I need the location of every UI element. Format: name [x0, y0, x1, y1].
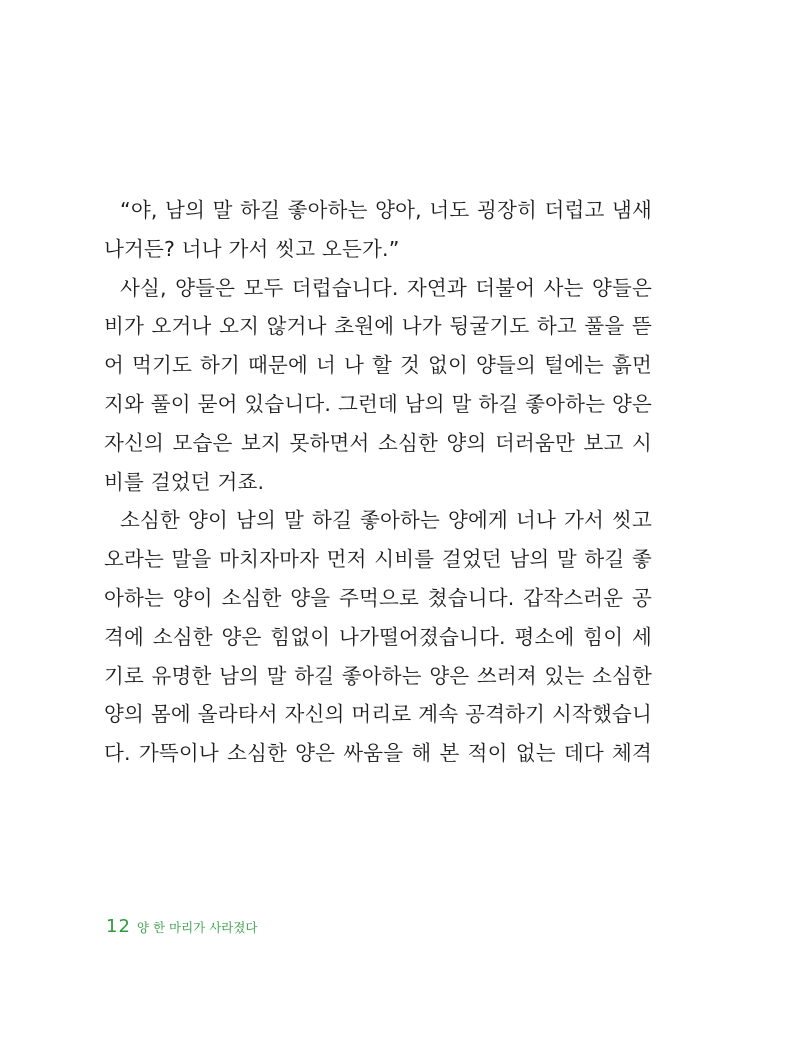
- chapter-title: 양 한 마리가 사라졌다: [136, 920, 258, 935]
- text-line: 비를 걸었던 거죠.: [104, 469, 265, 494]
- text-line: “야, 남의 말 하길 좋아하는 양아, 너도 굉장히 더럽고 냄새: [120, 198, 652, 222]
- text-line: 어 먹기도 하기 때문에 너 나 할 것 없이 양들의 털에는 흙먼: [104, 353, 652, 378]
- text-line: 소심한 양이 남의 말 하길 좋아하는 양에게 너나 가서 씻고: [120, 508, 652, 533]
- text-line: 지와 풀이 묻어 있습니다. 그런데 남의 말 하길 좋아하는 양은: [104, 391, 652, 416]
- text-line: 기로 유명한 남의 말 하길 좋아하는 양은 쓰러져 있는 소심한: [104, 663, 652, 688]
- text-line: 나거든? 너나 가서 씻고 오든가.”: [104, 236, 400, 261]
- page-footer: [106, 916, 258, 937]
- text-line: 양의 몸에 올라타서 자신의 머리로 계속 공격하기 시작했습니: [104, 702, 652, 727]
- text-line: 사실, 양들은 모두 더럽습니다. 자연과 더불어 사는 양들은: [120, 275, 652, 300]
- body-text: [104, 191, 652, 773]
- text-line: 다. 가뜩이나 소심한 양은 싸움을 해 본 적이 없는 데다 체격: [104, 741, 652, 766]
- text-line: 격에 소심한 양은 힘없이 나가떨어졌습니다. 평소에 힘이 세: [104, 624, 652, 649]
- page-number: 12: [106, 916, 131, 937]
- text-line: 아하는 양이 소심한 양을 주먹으로 쳤습니다. 갑작스러운 공: [104, 585, 652, 610]
- text-line: 오라는 말을 마치자마자 먼저 시비를 걸었던 남의 말 하길 좋: [104, 547, 652, 572]
- text-line: 자신의 모습은 보지 못하면서 소심한 양의 더러움만 보고 시: [104, 430, 652, 455]
- text-line: 비가 오거나 오지 않거나 초원에 나가 뒹굴기도 하고 풀을 뜯: [104, 314, 652, 339]
